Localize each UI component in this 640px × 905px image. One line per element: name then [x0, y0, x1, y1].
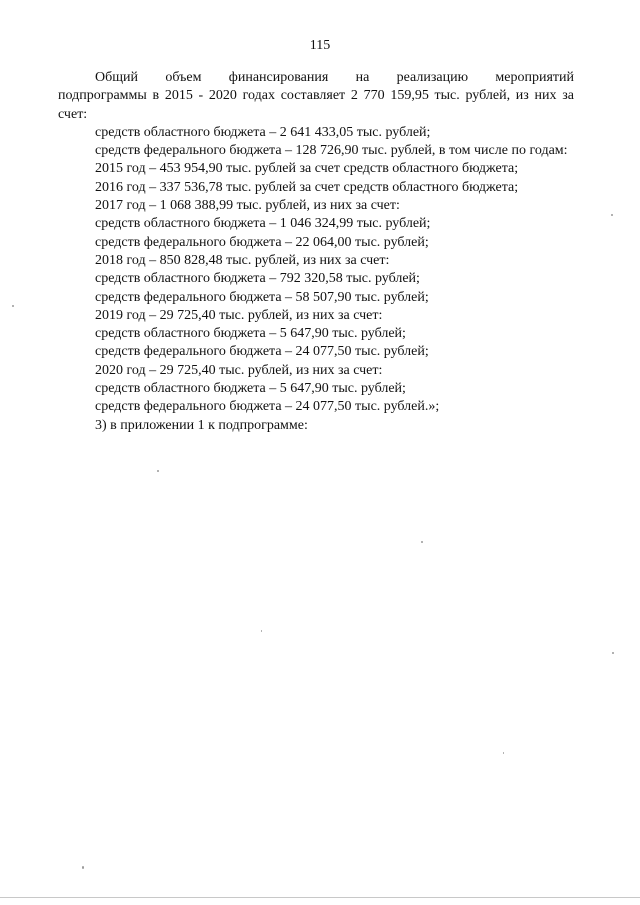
year-line: 2015 год – 453 954,90 тыс. рублей за счет средств областного бюджета;	[95, 161, 519, 177]
scan-speck	[157, 470, 159, 472]
document-body	[58, 69, 574, 435]
year-line: 2018 год – 850 828,48 тыс. рублей, из них за счет:	[95, 252, 390, 268]
year-line: средств федерального бюджета – 22 064,00 тыс. рублей;	[95, 234, 429, 250]
scan-speck	[12, 305, 14, 307]
page-number: 115	[309, 38, 331, 53]
year-line: 2016 год – 337 536,78 тыс. рублей за счет средств областного бюджета;	[95, 179, 519, 195]
scan-speck	[261, 630, 262, 632]
page-bottom-edge	[0, 897, 640, 898]
year-line: средств областного бюджета – 5 647,90 тыс. рублей;	[95, 326, 406, 342]
federal-budget-total: средств федерального бюджета – 128 726,90 тыс. рублей, в том числе по годам:	[95, 143, 568, 159]
scan-speck	[82, 866, 84, 869]
scan-speck	[503, 752, 504, 754]
scan-speck	[421, 541, 423, 543]
year-line: средств федерального бюджета – 24 077,50 тыс. рублей.»;	[95, 399, 440, 415]
year-line: средств областного бюджета – 1 046 324,99 тыс. рублей;	[95, 216, 431, 232]
year-line: средств областного бюджета – 5 647,90 тыс. рублей;	[95, 381, 406, 397]
year-line: средств федерального бюджета – 58 507,90 тыс. рублей;	[95, 289, 429, 305]
scan-speck	[612, 652, 614, 654]
year-line: средств федерального бюджета – 24 077,50 тыс. рублей;	[95, 344, 429, 360]
year-line: 2017 год – 1 068 388,99 тыс. рублей, из них за счет:	[95, 198, 400, 214]
year-line: средств областного бюджета – 792 320,58 тыс. рублей;	[95, 271, 420, 287]
regional-budget-total: средств областного бюджета – 2 641 433,05 тыс. рублей;	[95, 124, 431, 140]
scan-speck	[611, 214, 613, 216]
intro-paragraph-first-line: Общий объем финансирования на реализацию мероприятий	[95, 70, 574, 85]
intro-paragraph-continuation: подпрограммы в 2015 - 2020 годах составляет 2 770 159,95 тыс. рублей, из них за счет:	[58, 88, 574, 122]
year-line: 2019 год – 29 725,40 тыс. рублей, из них за счет:	[95, 307, 383, 323]
year-line: 2020 год – 29 725,40 тыс. рублей, из них за счет:	[95, 362, 383, 378]
closing-line: 3) в приложении 1 к подпрограмме:	[95, 417, 308, 433]
